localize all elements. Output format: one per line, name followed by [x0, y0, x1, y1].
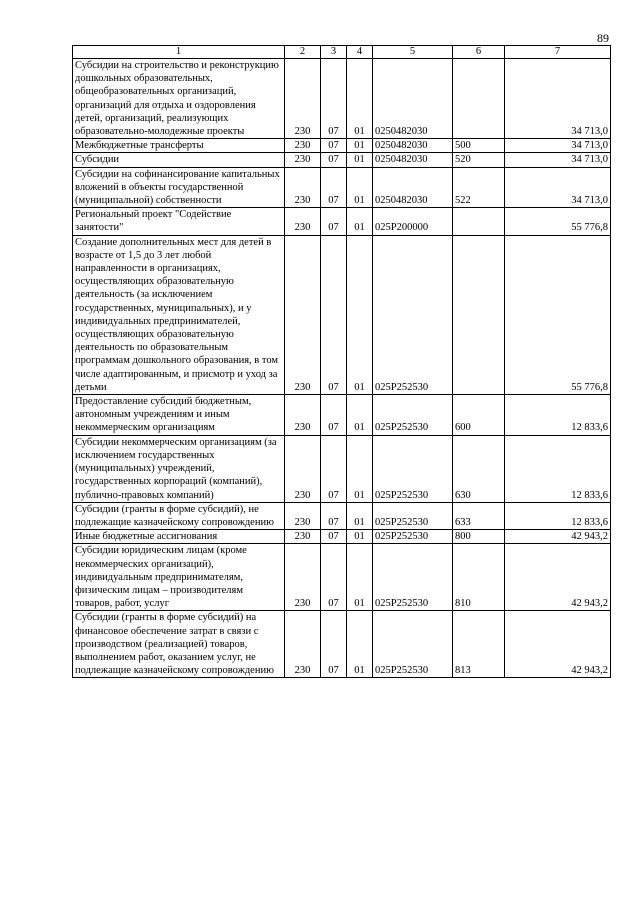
table-row	[73, 530, 611, 544]
row-name: Субсидии некоммерческим организациям (за исключением государственных (муниципальных) учреждений, государственных корпораций (компаний), публично-правовых компаний)	[73, 435, 285, 502]
table-row	[73, 435, 611, 502]
row-section: 07	[321, 435, 347, 502]
row-subsection: 01	[347, 435, 373, 502]
column-header: 5	[373, 46, 453, 59]
row-expense-type: 800	[453, 530, 505, 544]
row-admin-code: 230	[285, 153, 321, 167]
column-header: 3	[321, 46, 347, 59]
row-section: 07	[321, 208, 347, 235]
row-amount: 34 713,0	[505, 167, 611, 208]
row-subsection: 01	[347, 395, 373, 436]
row-admin-code: 230	[285, 435, 321, 502]
table-row	[73, 139, 611, 153]
row-admin-code: 230	[285, 544, 321, 611]
row-target-code: 025Р200000	[373, 208, 453, 235]
row-amount: 34 713,0	[505, 153, 611, 167]
page-number: 89	[597, 31, 609, 45]
row-subsection: 01	[347, 502, 373, 529]
row-section: 07	[321, 167, 347, 208]
row-name: Предоставление субсидий бюджетным, автономным учреждениям и иным некоммерческим организациям	[73, 395, 285, 436]
row-section: 07	[321, 153, 347, 167]
table-row	[73, 59, 611, 139]
row-admin-code: 230	[285, 139, 321, 153]
row-target-code: 025Р252530	[373, 395, 453, 436]
row-target-code: 025Р252530	[373, 530, 453, 544]
row-target-code: 025Р252530	[373, 235, 453, 394]
budget-table	[72, 45, 611, 678]
table-row	[73, 395, 611, 436]
row-subsection: 01	[347, 59, 373, 139]
row-target-code: 0250482030	[373, 59, 453, 139]
row-admin-code: 230	[285, 235, 321, 394]
row-name: Субсидии юридическим лицам (кроме некоммерческих организаций), индивидуальным предпринимателям, физическим лицам – производителям товаров, работ, услуг	[73, 544, 285, 611]
table-header-row	[73, 46, 611, 59]
column-header: 7	[505, 46, 611, 59]
column-header: 6	[453, 46, 505, 59]
row-amount: 42 943,2	[505, 544, 611, 611]
row-admin-code: 230	[285, 167, 321, 208]
row-target-code: 025Р252530	[373, 544, 453, 611]
row-section: 07	[321, 235, 347, 394]
row-section: 07	[321, 544, 347, 611]
row-expense-type: 633	[453, 502, 505, 529]
row-name: Иные бюджетные ассигнования	[73, 530, 285, 544]
row-expense-type: 500	[453, 139, 505, 153]
row-target-code: 0250482030	[373, 153, 453, 167]
row-name: Субсидии	[73, 153, 285, 167]
row-target-code: 0250482030	[373, 139, 453, 153]
row-target-code: 025Р252530	[373, 502, 453, 529]
row-amount: 12 833,6	[505, 395, 611, 436]
row-expense-type	[453, 208, 505, 235]
row-section: 07	[321, 530, 347, 544]
row-admin-code: 230	[285, 395, 321, 436]
row-name: Субсидии (гранты в форме субсидий), не подлежащие казначейскому сопровождению	[73, 502, 285, 529]
row-section: 07	[321, 59, 347, 139]
row-name: Межбюджетные трансферты	[73, 139, 285, 153]
row-subsection: 01	[347, 611, 373, 678]
row-name: Создание дополнительных мест для детей в возрасте от 1,5 до 3 лет любой направленности в организациях, осуществляющих образовательную деятельность (за исключением государственных, муниципальных), и у индивидуальных предпринимателей, осуществляющих образовательную деятельность по образовательным программам дошкольного образования, в том числе адаптированным, и присмотр и уход за детьми	[73, 235, 285, 394]
row-section: 07	[321, 395, 347, 436]
row-target-code: 025Р252530	[373, 611, 453, 678]
row-subsection: 01	[347, 167, 373, 208]
row-name: Субсидии на строительство и реконструкцию дошкольных образовательных, общеобразовательных организаций, организаций для отдыха и оздоровления детей, организаций, реализующих образовательно-молодежные проекты	[73, 59, 285, 139]
column-header: 2	[285, 46, 321, 59]
row-admin-code: 230	[285, 530, 321, 544]
row-expense-type: 600	[453, 395, 505, 436]
row-admin-code: 230	[285, 611, 321, 678]
row-admin-code: 230	[285, 502, 321, 529]
table-row	[73, 153, 611, 167]
row-expense-type: 810	[453, 544, 505, 611]
row-subsection: 01	[347, 208, 373, 235]
row-admin-code: 230	[285, 208, 321, 235]
row-amount: 42 943,2	[505, 611, 611, 678]
row-subsection: 01	[347, 139, 373, 153]
column-header: 4	[347, 46, 373, 59]
row-amount: 55 776,8	[505, 208, 611, 235]
row-target-code: 0250482030	[373, 167, 453, 208]
row-name: Субсидии (гранты в форме субсидий) на финансовое обеспечение затрат в связи с производством (реализацией) товаров, выполнением работ, оказанием услуг, не подлежащие казначейскому сопровождению	[73, 611, 285, 678]
row-amount: 42 943,2	[505, 530, 611, 544]
row-section: 07	[321, 139, 347, 153]
row-subsection: 01	[347, 544, 373, 611]
table-row	[73, 208, 611, 235]
row-amount: 12 833,6	[505, 435, 611, 502]
row-subsection: 01	[347, 530, 373, 544]
table-row	[73, 502, 611, 529]
row-name: Субсидии на софинансирование капитальных вложений в объекты государственной (муниципальной) собственности	[73, 167, 285, 208]
row-expense-type	[453, 235, 505, 394]
row-amount: 55 776,8	[505, 235, 611, 394]
row-expense-type	[453, 59, 505, 139]
row-expense-type: 813	[453, 611, 505, 678]
row-expense-type: 522	[453, 167, 505, 208]
row-section: 07	[321, 502, 347, 529]
table-row	[73, 544, 611, 611]
table-row	[73, 611, 611, 678]
row-expense-type: 520	[453, 153, 505, 167]
row-target-code: 025Р252530	[373, 435, 453, 502]
table-row	[73, 167, 611, 208]
row-amount: 34 713,0	[505, 139, 611, 153]
row-subsection: 01	[347, 153, 373, 167]
row-amount: 12 833,6	[505, 502, 611, 529]
table-row	[73, 235, 611, 394]
row-amount: 34 713,0	[505, 59, 611, 139]
row-name: Региональный проект "Содействие занятости"	[73, 208, 285, 235]
column-header: 1	[73, 46, 285, 59]
row-admin-code: 230	[285, 59, 321, 139]
row-section: 07	[321, 611, 347, 678]
row-expense-type: 630	[453, 435, 505, 502]
row-subsection: 01	[347, 235, 373, 394]
